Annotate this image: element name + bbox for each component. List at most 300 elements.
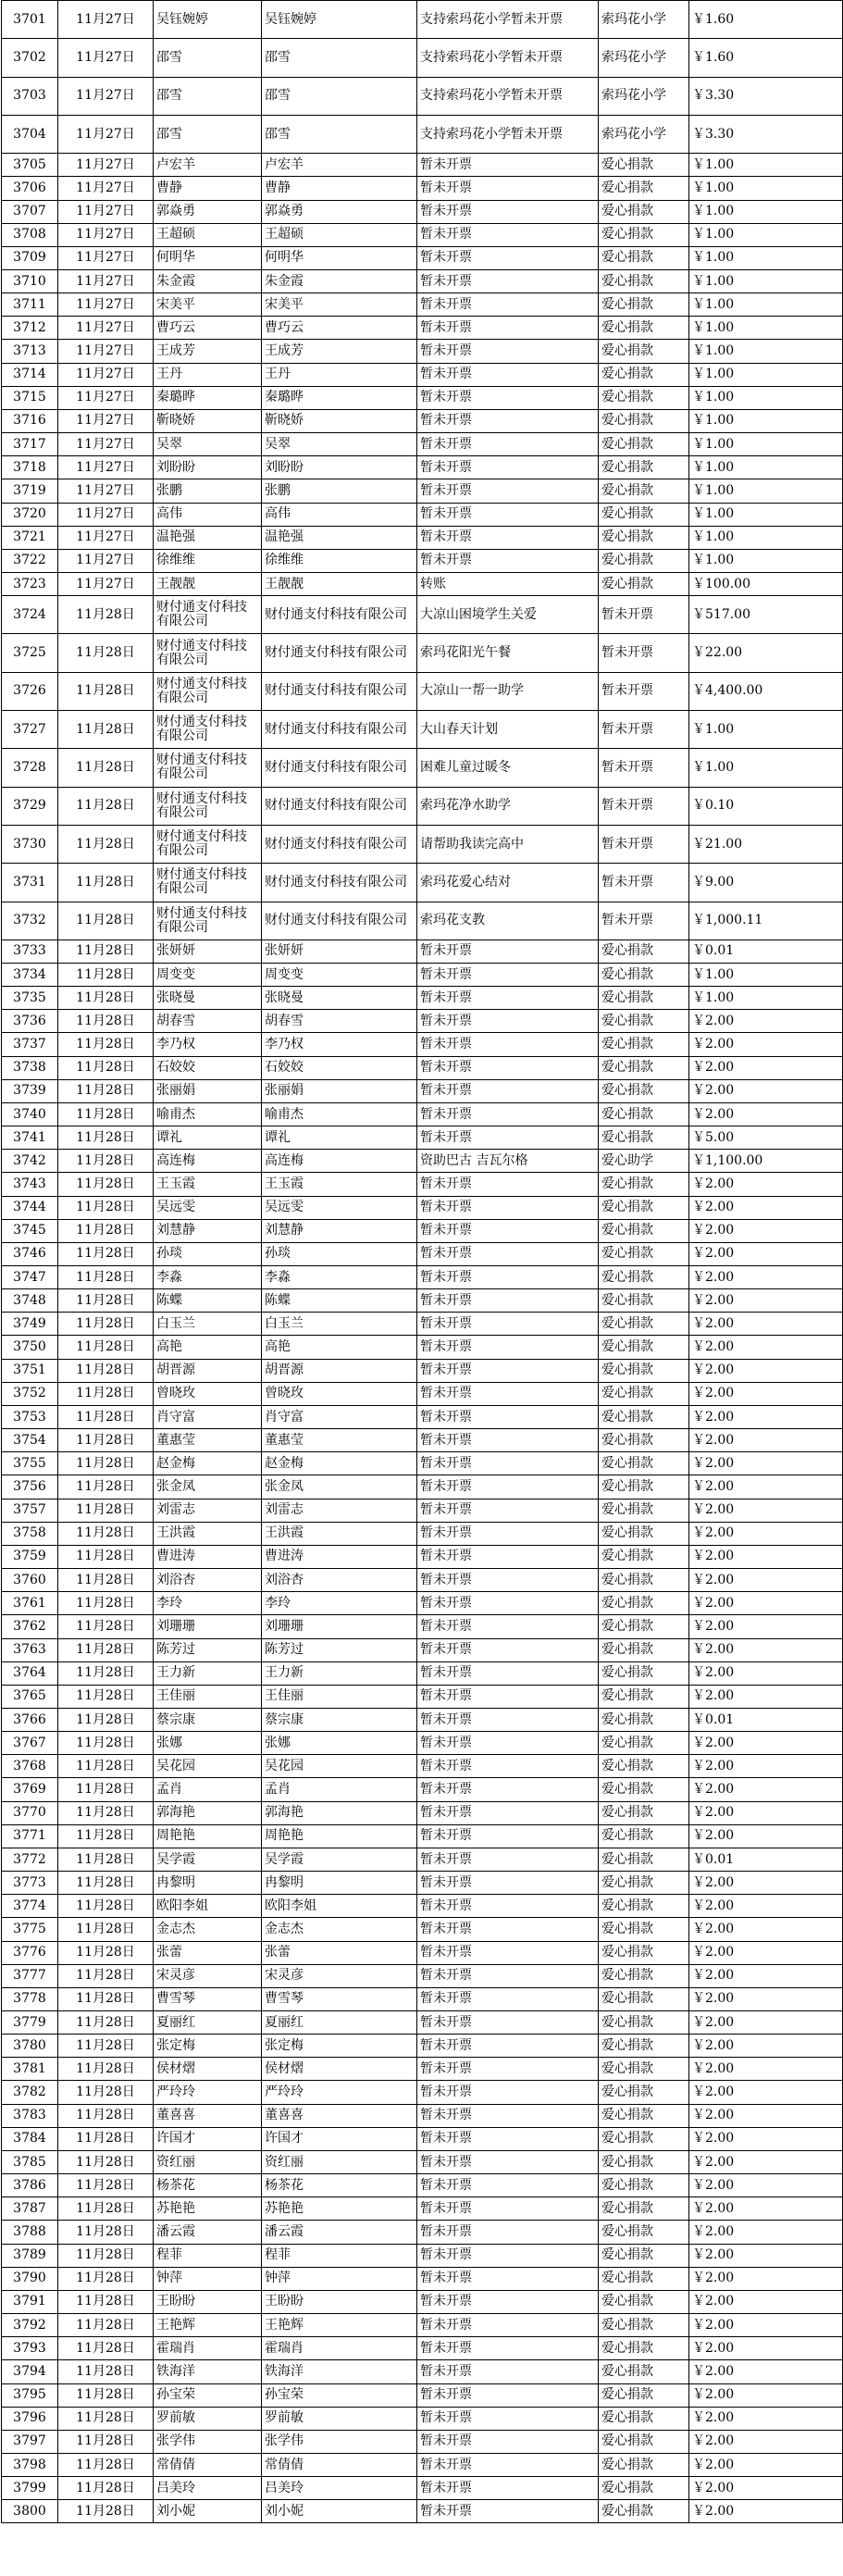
record-number-cell: 3791 [2, 2290, 58, 2313]
purpose-cell: 爱心捐款 [599, 1755, 689, 1778]
payer-cell: 潘云霞 [154, 2221, 262, 2244]
purpose-cell: 爱心捐款 [599, 269, 689, 292]
purpose-cell: 爱心捐款 [599, 1102, 689, 1126]
purpose-cell: 爱心捐款 [599, 2267, 689, 2290]
invoice-note-cell: 暂未开票 [417, 2500, 599, 2523]
invoice-note-cell: 支持索玛花小学暂未开票 [417, 1, 599, 39]
purpose-cell: 索玛花小学 [599, 39, 689, 77]
date-cell: 11月27日 [58, 39, 154, 77]
payer-cell: 金志杰 [154, 1918, 262, 1941]
amount-cell: ￥1.00 [689, 386, 843, 409]
record-number-cell: 3777 [2, 1964, 58, 1987]
purpose-cell: 暂未开票 [599, 711, 689, 749]
table-row [2, 2035, 843, 2058]
record-number-cell: 3708 [2, 223, 58, 246]
invoice-note-cell: 暂未开票 [417, 2011, 599, 2035]
amount-cell: ￥1,000.11 [689, 902, 843, 940]
invoice-note-cell: 暂未开票 [417, 1102, 599, 1126]
purpose-cell: 爱心捐款 [599, 2383, 689, 2407]
amount-cell: ￥1.60 [689, 1, 843, 39]
record-number-cell: 3702 [2, 39, 58, 77]
amount-cell: ￥1.00 [689, 433, 843, 456]
purpose-cell: 爱心捐款 [599, 2197, 689, 2221]
date-cell: 11月27日 [58, 363, 154, 386]
table-row [2, 1895, 843, 1918]
table-row [2, 479, 843, 503]
payer-cell: 高伟 [154, 503, 262, 526]
invoice-note-cell: 暂未开票 [417, 479, 599, 503]
record-number-cell: 3770 [2, 1801, 58, 1824]
record-number-cell: 3759 [2, 1545, 58, 1568]
table-row [2, 1336, 843, 1359]
date-cell: 11月28日 [58, 2174, 154, 2197]
date-cell: 11月27日 [58, 293, 154, 317]
table-row [2, 1941, 843, 1964]
payer-cell: 刘浴杏 [154, 1569, 262, 1592]
record-number-cell: 3763 [2, 1638, 58, 1661]
donor-name-cell: 蔡宗康 [262, 1708, 417, 1731]
table-row [2, 433, 843, 456]
purpose-cell: 爱心捐款 [599, 1219, 689, 1242]
purpose-cell: 爱心捐款 [599, 1848, 689, 1871]
invoice-note-cell: 暂未开票 [417, 1522, 599, 1545]
payer-cell: 宋灵彦 [154, 1964, 262, 1987]
record-number-cell: 3772 [2, 1848, 58, 1871]
invoice-note-cell: 暂未开票 [417, 1918, 599, 1941]
donor-name-cell: 温艳强 [262, 526, 417, 549]
donor-name-cell: 邵雪 [262, 115, 417, 153]
donor-name-cell: 周艳艳 [262, 1824, 417, 1848]
amount-cell: ￥1.00 [689, 479, 843, 503]
donor-name-cell: 刘小妮 [262, 2500, 417, 2523]
amount-cell: ￥0.01 [689, 940, 843, 963]
table-row [2, 2430, 843, 2453]
donor-name-cell: 石姣姣 [262, 1056, 417, 1079]
table-row [2, 1987, 843, 2010]
date-cell: 11月28日 [58, 1755, 154, 1778]
record-number-cell: 3703 [2, 77, 58, 115]
payer-cell: 张蕾 [154, 1941, 262, 1964]
invoice-note-cell: 暂未开票 [417, 1056, 599, 1079]
date-cell: 11月28日 [58, 1033, 154, 1056]
purpose-cell: 爱心捐款 [599, 1569, 689, 1592]
purpose-cell: 爱心捐款 [599, 1801, 689, 1824]
date-cell: 11月27日 [58, 1, 154, 39]
donor-name-cell: 刘盼盼 [262, 456, 417, 479]
purpose-cell: 暂未开票 [599, 787, 689, 825]
purpose-cell: 爱心捐款 [599, 2477, 689, 2500]
amount-cell: ￥1.00 [689, 154, 843, 177]
table-row [2, 596, 843, 634]
payer-cell: 董惠莹 [154, 1429, 262, 1452]
donor-name-cell: 夏丽红 [262, 2011, 417, 2035]
purpose-cell: 爱心捐款 [599, 1126, 689, 1150]
table-row [2, 223, 843, 246]
amount-cell: ￥1.00 [689, 711, 843, 749]
purpose-cell: 爱心捐款 [599, 1313, 689, 1336]
purpose-cell: 爱心捐款 [599, 433, 689, 456]
donor-name-cell: 高伟 [262, 503, 417, 526]
record-number-cell: 3790 [2, 2267, 58, 2290]
purpose-cell: 爱心捐款 [599, 2360, 689, 2383]
date-cell: 11月28日 [58, 787, 154, 825]
invoice-note-cell: 暂未开票 [417, 1475, 599, 1499]
invoice-note-cell: 暂未开票 [417, 1499, 599, 1522]
purpose-cell: 爱心捐款 [599, 1010, 689, 1033]
date-cell: 11月27日 [58, 526, 154, 549]
payer-cell: 财付通支付科技有限公司 [154, 672, 262, 710]
date-cell: 11月28日 [58, 1475, 154, 1499]
payer-cell: 陈蝶 [154, 1289, 262, 1313]
record-number-cell: 3711 [2, 293, 58, 317]
invoice-note-cell: 暂未开票 [417, 1592, 599, 1615]
date-cell: 11月28日 [58, 1196, 154, 1219]
record-number-cell: 3781 [2, 2058, 58, 2081]
amount-cell: ￥2.00 [689, 1266, 843, 1289]
record-number-cell: 3706 [2, 177, 58, 200]
purpose-cell: 爱心捐款 [599, 963, 689, 986]
amount-cell: ￥2.00 [689, 1405, 843, 1428]
invoice-note-cell: 暂未开票 [417, 2081, 599, 2104]
table-row [2, 1569, 843, 1592]
table-row [2, 2081, 843, 2104]
table-row [2, 503, 843, 526]
donor-name-cell: 财付通支付科技有限公司 [262, 596, 417, 634]
table-row [2, 2011, 843, 2035]
date-cell: 11月27日 [58, 177, 154, 200]
purpose-cell: 爱心捐款 [599, 1056, 689, 1079]
amount-cell: ￥2.00 [689, 2314, 843, 2337]
amount-cell: ￥2.00 [689, 2035, 843, 2058]
record-number-cell: 3739 [2, 1079, 58, 1102]
date-cell: 11月28日 [58, 1778, 154, 1801]
donor-name-cell: 胡春雪 [262, 1010, 417, 1033]
payer-cell: 王盼盼 [154, 2290, 262, 2313]
invoice-note-cell: 暂未开票 [417, 1336, 599, 1359]
purpose-cell: 爱心捐款 [599, 1661, 689, 1685]
invoice-note-cell: 暂未开票 [417, 2267, 599, 2290]
payer-cell: 财付通支付科技有限公司 [154, 596, 262, 634]
record-number-cell: 3741 [2, 1126, 58, 1150]
invoice-note-cell: 暂未开票 [417, 1033, 599, 1056]
invoice-note-cell: 暂未开票 [417, 1289, 599, 1313]
date-cell: 11月27日 [58, 154, 154, 177]
invoice-note-cell: 暂未开票 [417, 1872, 599, 1895]
donor-name-cell: 张蕾 [262, 1941, 417, 1964]
purpose-cell: 爱心捐款 [599, 2453, 689, 2476]
date-cell: 11月28日 [58, 1405, 154, 1428]
payer-cell: 温艳强 [154, 526, 262, 549]
amount-cell: ￥2.00 [689, 1872, 843, 1895]
purpose-cell: 爱心捐款 [599, 2221, 689, 2244]
record-number-cell: 3748 [2, 1289, 58, 1313]
date-cell: 11月28日 [58, 2453, 154, 2476]
purpose-cell: 爱心捐款 [599, 1382, 689, 1405]
record-number-cell: 3726 [2, 672, 58, 710]
purpose-cell: 索玛花小学 [599, 115, 689, 153]
record-number-cell: 3789 [2, 2244, 58, 2267]
payer-cell: 孙宝荣 [154, 2383, 262, 2407]
amount-cell: ￥2.00 [689, 2058, 843, 2081]
date-cell: 11月27日 [58, 246, 154, 269]
purpose-cell: 爱心捐款 [599, 1522, 689, 1545]
donor-name-cell: 冉黎明 [262, 1872, 417, 1895]
payer-cell: 冉黎明 [154, 1872, 262, 1895]
date-cell: 11月28日 [58, 2221, 154, 2244]
payer-cell: 财付通支付科技有限公司 [154, 634, 262, 672]
date-cell: 11月28日 [58, 596, 154, 634]
payer-cell: 王靓靓 [154, 573, 262, 596]
purpose-cell: 爱心捐款 [599, 573, 689, 596]
record-number-cell: 3793 [2, 2337, 58, 2360]
payer-cell: 张晓曼 [154, 987, 262, 1010]
payer-cell: 财付通支付科技有限公司 [154, 787, 262, 825]
amount-cell: ￥1.00 [689, 963, 843, 986]
purpose-cell: 爱心捐款 [599, 1452, 689, 1475]
record-number-cell: 3728 [2, 749, 58, 787]
date-cell: 11月28日 [58, 1452, 154, 1475]
record-number-cell: 3718 [2, 456, 58, 479]
invoice-note-cell: 暂未开票 [417, 1987, 599, 2010]
payer-cell: 吴花园 [154, 1755, 262, 1778]
donor-name-cell: 刘浴杏 [262, 1569, 417, 1592]
record-number-cell: 3710 [2, 269, 58, 292]
purpose-cell: 爱心捐款 [599, 1685, 689, 1708]
payer-cell: 刘盼盼 [154, 456, 262, 479]
donor-name-cell: 欧阳李姐 [262, 1895, 417, 1918]
donor-name-cell: 肖守富 [262, 1405, 417, 1428]
payer-cell: 张定梅 [154, 2035, 262, 2058]
payer-cell: 财付通支付科技有限公司 [154, 864, 262, 902]
table-row [2, 246, 843, 269]
payer-cell: 曹巧云 [154, 317, 262, 340]
payer-cell: 夏丽红 [154, 2011, 262, 2035]
payer-cell: 曾晓玫 [154, 1382, 262, 1405]
donor-name-cell: 财付通支付科技有限公司 [262, 749, 417, 787]
record-number-cell: 3732 [2, 902, 58, 940]
amount-cell: ￥2.00 [689, 1056, 843, 1079]
invoice-note-cell: 暂未开票 [417, 293, 599, 317]
date-cell: 11月28日 [58, 2314, 154, 2337]
record-number-cell: 3713 [2, 340, 58, 363]
amount-cell: ￥2.00 [689, 1522, 843, 1545]
amount-cell: ￥0.01 [689, 1848, 843, 1871]
table-row [2, 1359, 843, 1382]
purpose-cell: 暂未开票 [599, 596, 689, 634]
donor-name-cell: 喻甫杰 [262, 1102, 417, 1126]
record-number-cell: 3709 [2, 246, 58, 269]
amount-cell: ￥2.00 [689, 2127, 843, 2150]
donor-name-cell: 张丽娟 [262, 1079, 417, 1102]
purpose-cell: 爱心捐款 [599, 1033, 689, 1056]
payer-cell: 罗前敏 [154, 2407, 262, 2430]
donor-name-cell: 赵金梅 [262, 1452, 417, 1475]
payer-cell: 吴钰婉婷 [154, 1, 262, 39]
purpose-cell: 爱心捐款 [599, 479, 689, 503]
date-cell: 11月27日 [58, 433, 154, 456]
purpose-cell: 爱心捐款 [599, 1242, 689, 1265]
payer-cell: 郭海艳 [154, 1801, 262, 1824]
record-number-cell: 3783 [2, 2104, 58, 2127]
table-row [2, 1545, 843, 1568]
purpose-cell: 暂未开票 [599, 864, 689, 902]
date-cell: 11月28日 [58, 2127, 154, 2150]
date-cell: 11月28日 [58, 2244, 154, 2267]
table-row [2, 749, 843, 787]
invoice-note-cell: 暂未开票 [417, 526, 599, 549]
record-number-cell: 3746 [2, 1242, 58, 1265]
amount-cell: ￥2.00 [689, 1592, 843, 1615]
payer-cell: 刘珊珊 [154, 1615, 262, 1638]
date-cell: 11月28日 [58, 987, 154, 1010]
donor-name-cell: 王靓靓 [262, 573, 417, 596]
table-row [2, 940, 843, 963]
invoice-note-cell: 暂未开票 [417, 1359, 599, 1382]
purpose-cell: 爱心捐款 [599, 1638, 689, 1661]
invoice-note-cell: 暂未开票 [417, 940, 599, 963]
payer-cell: 常倩倩 [154, 2453, 262, 2476]
donor-name-cell: 刘雷志 [262, 1499, 417, 1522]
payer-cell: 吕美玲 [154, 2477, 262, 2500]
date-cell: 11月28日 [58, 1219, 154, 1242]
purpose-cell: 爱心捐款 [599, 503, 689, 526]
table-row [2, 825, 843, 863]
invoice-note-cell: 暂未开票 [417, 200, 599, 223]
date-cell: 11月28日 [58, 2267, 154, 2290]
purpose-cell: 爱心捐款 [599, 549, 689, 572]
date-cell: 11月28日 [58, 1102, 154, 1126]
record-number-cell: 3780 [2, 2035, 58, 2058]
record-number-cell: 3762 [2, 1615, 58, 1638]
date-cell: 11月28日 [58, 634, 154, 672]
invoice-note-cell: 暂未开票 [417, 1801, 599, 1824]
invoice-note-cell: 暂未开票 [417, 2127, 599, 2150]
donor-name-cell: 财付通支付科技有限公司 [262, 634, 417, 672]
record-number-cell: 3744 [2, 1196, 58, 1219]
date-cell: 11月28日 [58, 2407, 154, 2430]
date-cell: 11月28日 [58, 1359, 154, 1382]
date-cell: 11月28日 [58, 1429, 154, 1452]
donor-name-cell: 郭焱勇 [262, 200, 417, 223]
invoice-note-cell: 暂未开票 [417, 2197, 599, 2221]
donor-name-cell: 白玉兰 [262, 1313, 417, 1336]
purpose-cell: 爱心捐款 [599, 1475, 689, 1499]
invoice-note-cell: 暂未开票 [417, 433, 599, 456]
date-cell: 11月28日 [58, 2058, 154, 2081]
donor-name-cell: 朱金霞 [262, 269, 417, 292]
invoice-note-cell: 暂未开票 [417, 269, 599, 292]
record-number-cell: 3786 [2, 2174, 58, 2197]
amount-cell: ￥2.00 [689, 1242, 843, 1265]
amount-cell: ￥2.00 [689, 2337, 843, 2360]
amount-cell: ￥1.00 [689, 340, 843, 363]
amount-cell: ￥2.00 [689, 1196, 843, 1219]
record-number-cell: 3730 [2, 825, 58, 863]
payer-cell: 刘小妮 [154, 2500, 262, 2523]
payer-cell: 王洪霞 [154, 1522, 262, 1545]
amount-cell: ￥1.00 [689, 293, 843, 317]
payer-cell: 张妍妍 [154, 940, 262, 963]
donor-name-cell: 刘慧静 [262, 1219, 417, 1242]
invoice-note-cell: 暂未开票 [417, 1313, 599, 1336]
purpose-cell: 爱心助学 [599, 1150, 689, 1173]
payer-cell: 孟肖 [154, 1778, 262, 1801]
date-cell: 11月28日 [58, 1661, 154, 1685]
payer-cell: 王玉霞 [154, 1173, 262, 1196]
table-row [2, 2407, 843, 2430]
donor-name-cell: 王成芳 [262, 340, 417, 363]
invoice-note-cell: 暂未开票 [417, 386, 599, 409]
date-cell: 11月28日 [58, 2081, 154, 2104]
date-cell: 11月28日 [58, 1569, 154, 1592]
amount-cell: ￥2.00 [689, 1313, 843, 1336]
date-cell: 11月27日 [58, 503, 154, 526]
payer-cell: 王艳辉 [154, 2314, 262, 2337]
purpose-cell: 爱心捐款 [599, 223, 689, 246]
date-cell: 11月28日 [58, 1545, 154, 1568]
date-cell: 11月28日 [58, 1079, 154, 1102]
purpose-cell: 暂未开票 [599, 672, 689, 710]
amount-cell: ￥1.00 [689, 987, 843, 1010]
table-row [2, 2360, 843, 2383]
record-number-cell: 3733 [2, 940, 58, 963]
payer-cell: 喻甫杰 [154, 1102, 262, 1126]
payer-cell: 许国才 [154, 2127, 262, 2150]
record-number-cell: 3755 [2, 1452, 58, 1475]
invoice-note-cell: 暂未开票 [417, 1895, 599, 1918]
table-row [2, 340, 843, 363]
record-number-cell: 3768 [2, 1755, 58, 1778]
donor-name-cell: 财付通支付科技有限公司 [262, 825, 417, 863]
invoice-note-cell: 支持索玛花小学暂未开票 [417, 77, 599, 115]
table-row [2, 549, 843, 572]
payer-cell: 张娜 [154, 1732, 262, 1755]
amount-cell: ￥22.00 [689, 634, 843, 672]
purpose-cell: 爱心捐款 [599, 2337, 689, 2360]
record-number-cell: 3740 [2, 1102, 58, 1126]
date-cell: 11月27日 [58, 269, 154, 292]
date-cell: 11月27日 [58, 573, 154, 596]
table-row [2, 1964, 843, 1987]
donor-name-cell: 王盼盼 [262, 2290, 417, 2313]
table-row [2, 1429, 843, 1452]
table-row [2, 2104, 843, 2127]
table-row [2, 1126, 843, 1150]
donor-name-cell: 宋美平 [262, 293, 417, 317]
record-number-cell: 3797 [2, 2430, 58, 2453]
amount-cell: ￥2.00 [689, 1173, 843, 1196]
amount-cell: ￥517.00 [689, 596, 843, 634]
amount-cell: ￥2.00 [689, 1499, 843, 1522]
date-cell: 11月28日 [58, 1592, 154, 1615]
amount-cell: ￥1.00 [689, 409, 843, 432]
purpose-cell: 爱心捐款 [599, 526, 689, 549]
purpose-cell: 爱心捐款 [599, 340, 689, 363]
invoice-note-cell: 暂未开票 [417, 1173, 599, 1196]
record-number-cell: 3727 [2, 711, 58, 749]
amount-cell: ￥2.00 [689, 1615, 843, 1638]
purpose-cell: 爱心捐款 [599, 177, 689, 200]
table-row [2, 456, 843, 479]
date-cell: 11月28日 [58, 2035, 154, 2058]
record-number-cell: 3766 [2, 1708, 58, 1731]
amount-cell: ￥1.00 [689, 749, 843, 787]
purpose-cell: 爱心捐款 [599, 1987, 689, 2010]
table-row [2, 672, 843, 710]
date-cell: 11月28日 [58, 1848, 154, 1871]
table-row [2, 1242, 843, 1265]
payer-cell: 李淼 [154, 1266, 262, 1289]
